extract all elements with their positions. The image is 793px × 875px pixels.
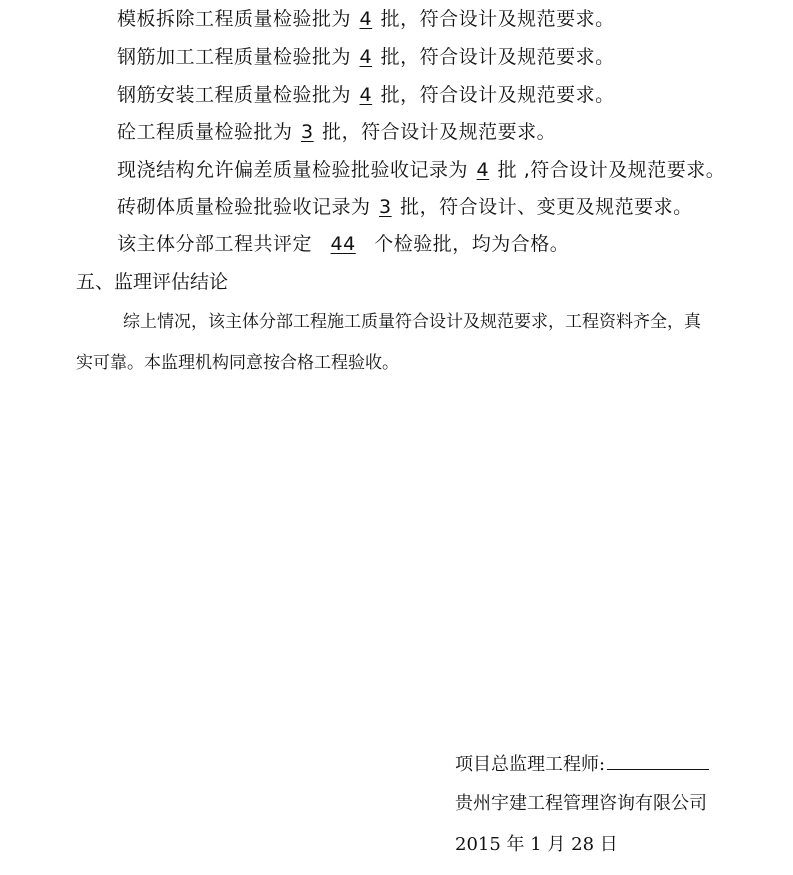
batch-line-cast-in-place-deviation: [117, 158, 725, 182]
conclusion-paragraph-line2: [76, 348, 766, 373]
batch-text: 批，符合设计及规范要求。: [374, 46, 615, 68]
total-text: 该主体分部工程共评定: [117, 233, 319, 255]
batch-text: 砖砌体质量检验批验收记录为: [117, 196, 378, 218]
batch-text: 批，符合设计及规范要求。: [315, 121, 557, 143]
signature-blank: [607, 751, 709, 770]
batch-count: 4: [476, 159, 490, 181]
conclusion-paragraph-line1: [76, 307, 766, 332]
batch-text: 批 ,符合设计及规范要求。: [491, 159, 726, 181]
batch-text: 批，符合设计及规范要求。: [374, 84, 615, 106]
batch-text: 钢筋安装工程质量检验批为: [117, 84, 358, 106]
conclusion-text: 实可靠。本监理机构同意按合格工程验收。: [76, 353, 399, 373]
batch-text: 批，符合设计、变更及规范要求。: [393, 196, 693, 218]
total-count: 44: [330, 233, 356, 255]
batch-line-rebar-installation: [117, 83, 615, 107]
batch-total-line: [117, 232, 569, 256]
batch-line-concrete: [117, 120, 556, 144]
batch-count: 4: [359, 46, 373, 68]
batch-line-masonry: [117, 195, 693, 219]
batch-text: 砼工程质量检验批为: [117, 121, 300, 143]
batch-line-rebar-processing: [117, 45, 615, 69]
batch-text: 模板拆除工程质量检验批为: [117, 8, 358, 30]
document-date: 2015 年 1 月 28 日: [455, 834, 618, 855]
batch-text: 批，符合设计及规范要求。: [374, 8, 615, 30]
batch-text: 钢筋加工工程质量检验批为: [117, 46, 358, 68]
batch-count: 4: [359, 8, 373, 30]
conclusion-text: 综上情况，该主体分部工程施工质量符合设计及规范要求，工程资料齐全，真: [123, 312, 701, 332]
batch-count: 4: [359, 84, 373, 106]
batch-count: 3: [301, 121, 314, 143]
total-text: 个检验批，均为合格。: [367, 233, 570, 255]
section-heading: 五、监理评估结论: [76, 271, 229, 293]
chief-engineer-signature-line: [455, 751, 709, 777]
batch-text: 现浇结构允许偏差质量检验批验收记录为: [117, 159, 475, 181]
batch-count: 3: [379, 196, 392, 218]
company-name: 贵州宇建工程管理咨询有限公司: [455, 793, 707, 814]
chief-engineer-label: 项目总监理工程师:: [455, 754, 606, 775]
batch-line-formwork-removal: [117, 7, 615, 31]
